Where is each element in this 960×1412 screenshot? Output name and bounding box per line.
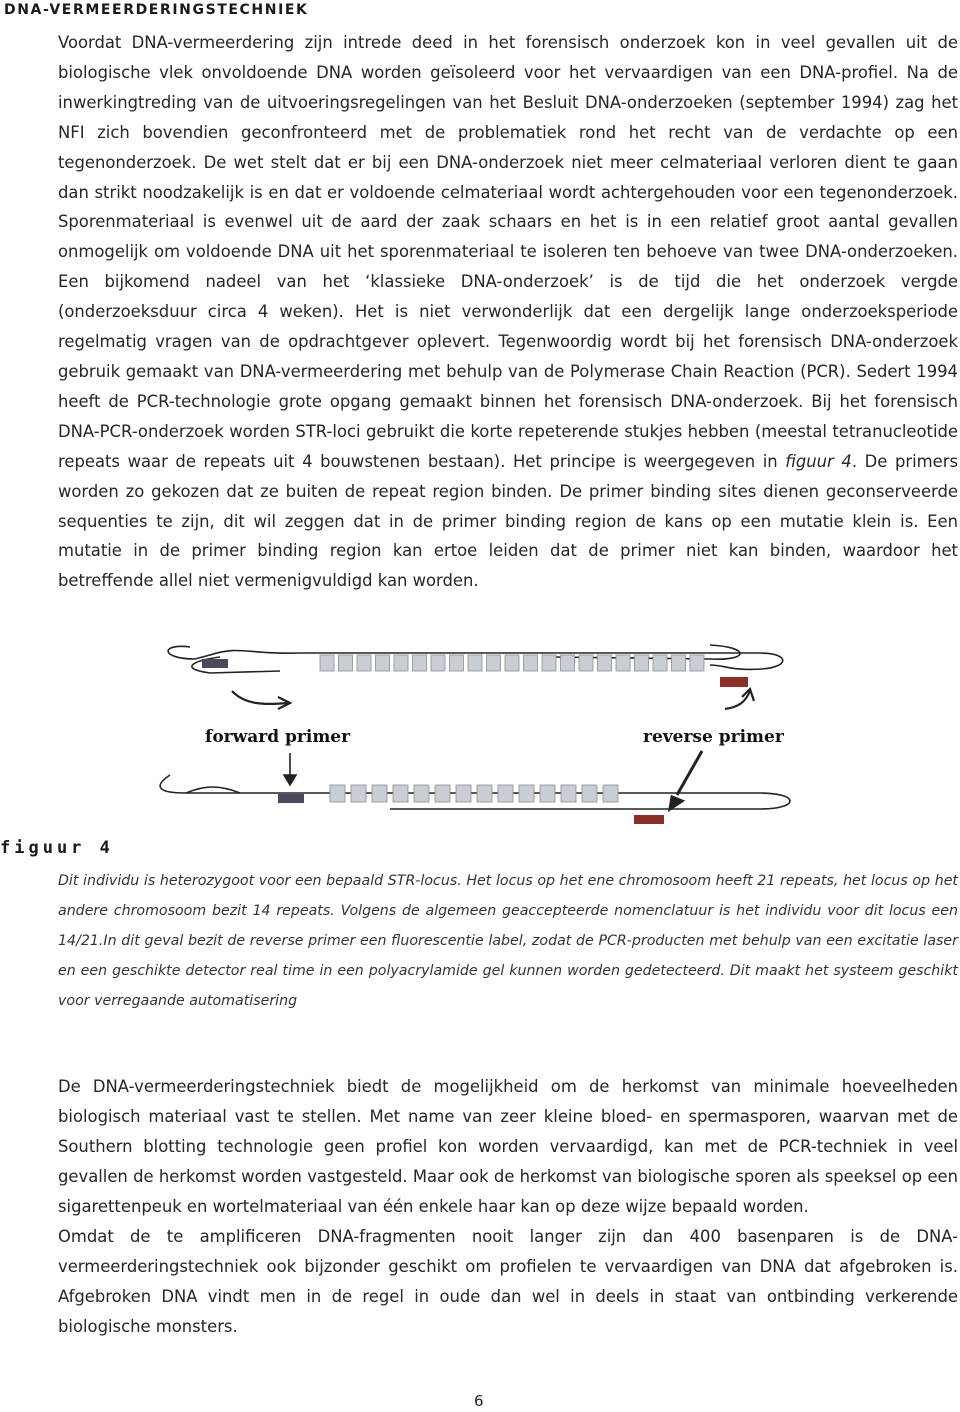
figure-reference: figuur 4	[785, 451, 852, 471]
reverse-curve-arrow	[725, 689, 754, 709]
repeat-block	[357, 655, 371, 671]
repeat-block	[477, 785, 492, 802]
repeat-block	[351, 785, 366, 802]
body-paragraph-3: Omdat de te amplificeren DNA-fragmenten nooit langer zijn dan 400 basenparen is de DNA-vermeerderingstechniek ook bijzonder geschikt om profielen te vervaardigen van DNA dat afgebroken is. Afgebroken DNA vindt men in de regel in oude dan wel in deels in staat van ontbinding verkerende biologische monsters.	[58, 1227, 958, 1336]
repeat-block	[582, 785, 597, 802]
top-reverse-primer-site	[720, 677, 748, 687]
repeat-block	[505, 655, 519, 671]
repeat-block	[468, 655, 482, 671]
repeat-block	[524, 655, 538, 671]
paragraph-1-text-b: . De primers worden zo gekozen dat ze buiten de repeat region binden. De primer binding sites dienen geconserveerde sequenties te zijn, dit wil zeggen dat in de primer binding region de kans op een mutatie klein is. Een mutatie in de primer binding region kan ertoe leiden dat de primer niet kan binden, waardoor het betreffende allel niet vermenigvuldigd kan worden.	[58, 451, 958, 591]
repeat-block	[561, 655, 575, 671]
repeat-block	[320, 655, 334, 671]
repeat-block	[540, 785, 555, 802]
repeat-block	[561, 785, 576, 802]
top-forward-primer-site	[202, 659, 228, 668]
repeat-block	[603, 785, 618, 802]
repeat-block	[653, 655, 667, 671]
repeat-block	[672, 655, 686, 671]
repeat-block	[635, 655, 649, 671]
page-number: 6	[474, 1392, 484, 1410]
repeat-block	[487, 655, 501, 671]
figure-label: figuur 4	[0, 838, 114, 858]
repeat-block	[431, 655, 445, 671]
forward-primer-label: forward primer	[205, 727, 351, 747]
repeat-block	[542, 655, 556, 671]
repeat-block	[450, 655, 464, 671]
bottom-forward-primer-site	[278, 794, 304, 803]
repeat-block	[376, 655, 390, 671]
repeat-block	[413, 655, 427, 671]
repeat-block	[519, 785, 534, 802]
repeat-block	[456, 785, 471, 802]
repeat-block	[394, 655, 408, 671]
repeat-block	[579, 655, 593, 671]
forward-pointer-arrow	[284, 753, 296, 785]
repeat-block	[435, 785, 450, 802]
repeat-block	[616, 655, 630, 671]
repeat-block	[598, 655, 612, 671]
repeat-block	[498, 785, 513, 802]
repeat-block	[690, 655, 704, 671]
bottom-reverse-primer-site	[634, 815, 664, 824]
paragraph-1-text-a: Voordat DNA-vermeerdering zijn intrede deed in het forensisch onderzoek kon in veel gevallen uit de biologische vlek onvoldoende DNA worden geïsoleerd voor het vervaardigen van een DNA-profiel. Na de inwerkingtreding van de uitvoeringsregelingen van het Besluit DNA-onderzoeken (september 1994) zag het NFI zich bovendien geconfronteerd met de problematiek rond het recht van de verdachte op een tegenonderzoek. De wet stelt dat er bij een DNA-onderzoek niet meer celmateriaal verloren dient te gaan dan strikt noodzakelijk is en dat er voldoende celmateriaal wordt achtergehouden voor een tegenonderzoek. Sporenmateriaal is evenwel uit de aard der zaak schaars en het is in een relatief groot aantal gevallen onmogelijk om voldoende DNA uit het sporenmateriaal te isoleren ten behoeve van twee DNA-onderzoeken. Een bijkomend nadeel van het ‘klassieke DNA-onderzoek’ is de tijd die het onderzoek vergde (onderzoeksduur circa 4 weken). Het is niet verwonderlijk dat een dergelijk lange onderzoeksperiode regelmatig vragen van de opdrachtgever oplevert. Tegenwoordig wordt bij het forensisch DNA-onderzoek gebruik gemaakt van DNA-vermeerdering met behulp van de Polymerase Chain Reaction (PCR). Sedert 1994 heeft de PCR-technologie grote opgang gemaakt binnen het forensisch DNA-onderzoek. Bij het forensisch DNA-PCR-onderzoek worden STR-loci gebruikt die korte repeterende stukjes hebben (meestal tetranucleotide repeats waar de repeats uit 4 bouwstenen bestaan). Het principe is weergegeven in	[58, 33, 958, 471]
body-paragraph-2: De DNA-vermeerderingstechniek biedt de mogelijkheid om de herkomst van minimale hoeveelheden biologisch materiaal vast te stellen. Met name van zeer kleine bloed- en spermasporen, waarvan met de Southern blotting technologie geen profiel kon worden vervaardigd, kan met de PCR-techniek in veel gevallen de herkomst worden vastgesteld. Maar ook de herkomst van biologische sporen als speeksel op een sigarettenpeuk en wortelmateriaal van één enkele haar kan op deze wijze bepaald worden.	[58, 1077, 958, 1216]
repeat-block	[414, 785, 429, 802]
repeat-block	[393, 785, 408, 802]
figure-caption: Dit individu is heterozygoot voor een bepaald STR-locus. Het locus op het ene chromosoom heeft 21 repeats, het locus op het andere chromosoom bezit 14 repeats. Volgens de algemeen geaccepteerde nomenclatuur is het individu voor dit locus een 14/21.In dit geval bezit de reverse primer een fluorescentie label, zodat de PCR-producten met behulp van een excitatie laser en een geschikte detector real time in een polyacrylamide gel kunnen worden gedetecteerd. Dit maakt het systeem geschikt voor verregaande automatisering	[58, 873, 958, 1009]
repeat-block	[339, 655, 353, 671]
bottom-dna-strand	[160, 775, 790, 809]
repeat-block	[330, 785, 345, 802]
body-paragraph-1	[58, 28, 958, 596]
reverse-primer-label: reverse primer	[643, 727, 784, 747]
str-pcr-figure	[150, 625, 810, 830]
top-repeat-blocks	[320, 655, 704, 671]
reverse-pointer-arrow	[670, 751, 702, 809]
repeat-block	[372, 785, 387, 802]
forward-curve-arrow	[232, 691, 290, 709]
section-title: DNA-VERMEERDERINGSTECHNIEK	[4, 2, 309, 18]
